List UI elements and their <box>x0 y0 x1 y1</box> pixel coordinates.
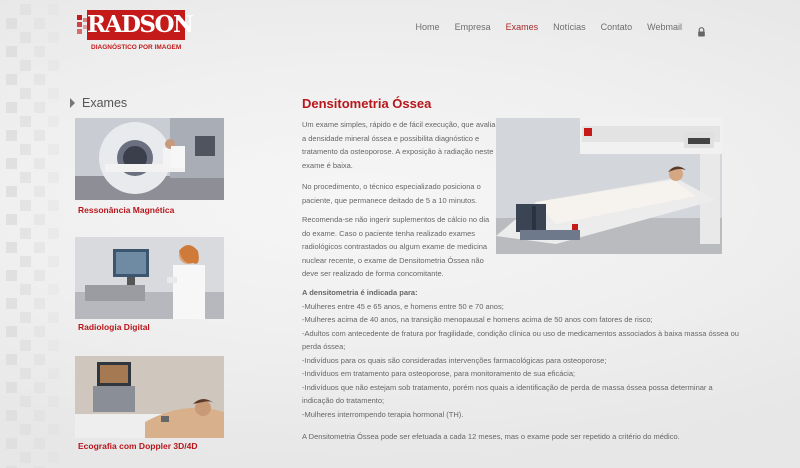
grid-square <box>6 326 17 337</box>
grid-square <box>6 130 17 141</box>
indications-list <box>302 286 742 421</box>
logo-tagline: DIAGNÓSTICO POR IMAGEM <box>91 44 182 51</box>
grid-square <box>20 144 31 155</box>
grid-square <box>20 340 31 351</box>
grid-square <box>48 284 59 295</box>
grid-square <box>6 382 17 393</box>
decorative-grid <box>0 0 70 468</box>
grid-square <box>48 340 59 351</box>
grid-square <box>48 88 59 99</box>
thumb-ecografia[interactable] <box>75 356 224 438</box>
grid-square <box>6 438 17 449</box>
grid-square <box>20 60 31 71</box>
sidebar-item-radiologia[interactable]: Radiologia Digital <box>78 322 150 332</box>
paragraph-procedure: No procedimento, o técnico especializado posiciona o paciente, que permanece deitado de 5 a 10 minutos. <box>302 182 481 205</box>
grid-square <box>20 116 31 127</box>
sidebar-item-ecografia[interactable]: Ecografia com Doppler 3D/4D <box>78 441 198 451</box>
sidebar-item-ressonancia[interactable]: Ressonância Magnética <box>78 205 175 215</box>
grid-square <box>20 88 31 99</box>
grid-square <box>6 186 17 197</box>
grid-square <box>20 228 31 239</box>
paragraph-recommendation: Recomenda-se não ingerir suplementos de cálcio no dia do exame. Caso o paciente tenha realizado exames radiológicos contrastados ou algum exame de medicina nuclear recente, o exame de Densitometria Óssea não deve ser realizado de forma concomitante. <box>302 215 490 278</box>
grid-square <box>48 368 59 379</box>
sidebar-title: Exames <box>82 96 128 110</box>
grid-square <box>48 172 59 183</box>
indication-item: -Indivíduos para os quais são consideradas intervenções farmacológicas para osteoporose; <box>302 355 607 365</box>
grid-square <box>20 368 31 379</box>
grid-square <box>20 452 31 463</box>
indications-title: A densitometria é indicada para: <box>302 288 418 297</box>
grid-square <box>48 4 59 15</box>
grid-square <box>34 326 45 337</box>
grid-square <box>6 46 17 57</box>
grid-square <box>48 200 59 211</box>
thumb-radiologia[interactable] <box>75 237 224 319</box>
grid-square <box>6 74 17 85</box>
nav-webmail[interactable]: Webmail <box>647 22 682 32</box>
grid-square <box>20 172 31 183</box>
paragraph-intro: Um exame simples, rápido e de fácil execução, que avalia a densidade mineral óssea e possibilita diagnóstico e tratamento da osteoporose. A exposição à radiação neste exame é baixa. <box>302 120 496 170</box>
grid-square <box>48 396 59 407</box>
grid-square <box>34 438 45 449</box>
sidebar-arrow-icon <box>70 98 75 108</box>
grid-square <box>34 186 45 197</box>
ultrasound-photo <box>75 356 224 438</box>
grid-square <box>34 298 45 309</box>
grid-square <box>48 116 59 127</box>
sidebar-heading <box>70 96 127 110</box>
grid-square <box>34 354 45 365</box>
grid-square <box>6 214 17 225</box>
grid-square <box>6 410 17 421</box>
page-title: Densitometria Óssea <box>302 96 432 111</box>
grid-square <box>48 424 59 435</box>
grid-square <box>34 158 45 169</box>
grid-square <box>20 4 31 15</box>
grid-square <box>6 158 17 169</box>
grid-square <box>34 130 45 141</box>
grid-square <box>20 424 31 435</box>
grid-square <box>48 228 59 239</box>
indication-item: -Adultos com antecedente de fratura por fragilidade, condição clínica ou uso de medicamentos associados à baixa massa óssea ou perda óssea; <box>302 328 739 351</box>
grid-square <box>34 410 45 421</box>
grid-square <box>20 284 31 295</box>
grid-square <box>6 102 17 113</box>
grid-square <box>34 74 45 85</box>
logo-wordmark: RADSON <box>87 11 193 38</box>
grid-square <box>6 242 17 253</box>
grid-square <box>48 144 59 155</box>
indication-item: -Indivíduos que não estejam sob tratamento, porém nos quais a identificação de perda de massa óssea possa determinar a indicação do tratamento; <box>302 382 713 405</box>
grid-square <box>48 256 59 267</box>
indication-item: -Mulheres interrompendo terapia hormonal (TH). <box>302 409 464 419</box>
grid-square <box>34 214 45 225</box>
indication-item: -Mulheres entre 45 e 65 anos, e homens entre 50 e 70 anos; <box>302 301 504 311</box>
indication-item: -Indivíduos em tratamento para osteoporose, para monitoramento de sua eficácia; <box>302 369 576 378</box>
grid-square <box>34 102 45 113</box>
nav-empresa[interactable]: Empresa <box>454 22 491 32</box>
grid-square <box>34 242 45 253</box>
grid-square <box>48 452 59 463</box>
grid-square <box>20 256 31 267</box>
lock-icon[interactable] <box>697 22 706 32</box>
indication-item: -Mulheres acima de 40 anos, na transição menopausal e homens acima de 50 anos com fatores de risco; <box>302 315 653 324</box>
nav-home[interactable]: Home <box>415 22 440 32</box>
grid-square <box>34 382 45 393</box>
grid-square <box>34 46 45 57</box>
main-nav <box>401 22 706 32</box>
nav-noticias[interactable]: Notícias <box>553 22 586 32</box>
nav-contato[interactable]: Contato <box>600 22 633 32</box>
grid-square <box>34 18 45 29</box>
logo[interactable] <box>75 10 193 54</box>
grid-square <box>6 298 17 309</box>
nav-exames[interactable]: Exames <box>505 22 539 32</box>
grid-square <box>20 312 31 323</box>
grid-square <box>20 396 31 407</box>
footer-note: A Densitometria Óssea pode ser efetuada a cada 12 meses, mas o exame pode ser repetido a critério do médico. <box>302 432 680 441</box>
grid-square <box>48 60 59 71</box>
radiology-photo <box>75 237 224 319</box>
grid-square <box>6 270 17 281</box>
grid-square <box>48 32 59 43</box>
grid-square <box>6 18 17 29</box>
densitometry-photo <box>496 118 722 254</box>
grid-square <box>48 312 59 323</box>
mri-photo <box>75 118 224 200</box>
grid-square <box>20 32 31 43</box>
grid-square <box>20 200 31 211</box>
thumb-ressonancia[interactable] <box>75 118 224 200</box>
grid-square <box>6 354 17 365</box>
grid-square <box>34 270 45 281</box>
